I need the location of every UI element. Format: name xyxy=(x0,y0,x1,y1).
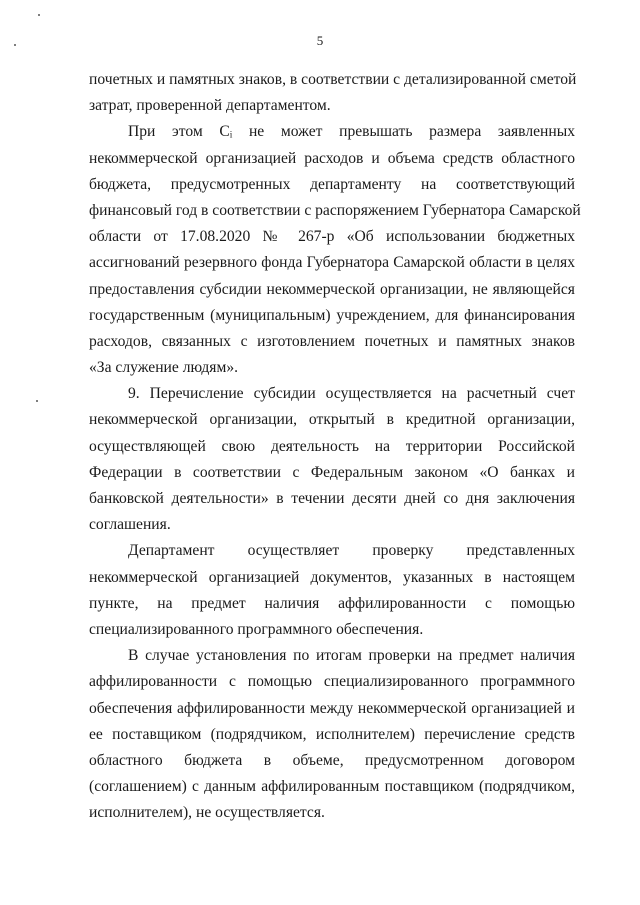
text-line: исполнителем), не осуществляется. xyxy=(89,804,325,822)
text-line: почетных и памятных знаков, в соответствии с детализированной сметой xyxy=(89,71,577,88)
text-line: «За служение людям». xyxy=(89,359,239,377)
text-line: некоммерческой организации, открытый в кредитной организации, xyxy=(89,411,575,429)
text-line: пункте, на предмет наличия аффилированности с помощью xyxy=(89,594,575,612)
text-line: аффилированности с помощью специализированного программного xyxy=(89,673,575,691)
text-line: бюджета, предусмотренных департаменту на соответствующий xyxy=(89,175,575,193)
text-line: В случае установления по итогам проверки на предмет наличия xyxy=(128,647,575,665)
paragraph xyxy=(89,381,575,538)
text-line: специализированного программного обеспечения. xyxy=(89,620,424,638)
text-line: (соглашением) с данным аффилированным поставщиком (подрядчиком, xyxy=(89,778,575,796)
paragraph xyxy=(89,538,575,643)
text-line: обеспечения аффилированности между некоммерческой организацией и xyxy=(89,699,575,717)
text-line: предоставления субсидии некоммерческой организации, не являющейся xyxy=(89,280,575,298)
text-line: областного бюджета в объеме, предусмотренном договором xyxy=(89,751,575,769)
text-line: 9. Перечисление субсидии осуществляется на расчетный счет xyxy=(128,385,575,403)
text-line: Департамент осуществляет проверку представленных xyxy=(128,542,575,560)
text-line: соглашения. xyxy=(89,516,171,534)
text-line: финансовый год в соответствии с распоряжением Губернатора Самарской xyxy=(89,201,581,219)
text-line: затрат, проверенной департаментом. xyxy=(89,97,331,115)
scan-speck xyxy=(36,400,38,402)
text-line: расходов, связанных с изготовлением почетных и памятных знаков xyxy=(89,332,575,350)
paragraph xyxy=(89,67,575,119)
paragraph xyxy=(89,643,575,826)
text-line: государственным (муниципальным) учреждением, для финансирования xyxy=(89,306,575,324)
text-line: некоммерческой организацией расходов и объема средств областного xyxy=(89,149,575,167)
paragraph xyxy=(89,119,581,381)
text-line: некоммерческой организацией документов, указанных в настоящем xyxy=(89,568,575,586)
text-line: банковской деятельности» в течении десяти дней со дня заключения xyxy=(89,490,575,507)
text-line: Федерации в соответствии с Федеральным законом «О банках и xyxy=(89,463,575,481)
page-number: 5 xyxy=(316,33,324,48)
text-line: При этом Cᵢ не может превышать размера заявленных xyxy=(128,123,575,141)
text-line: области от 17.08.2020 № 267-р «Об использовании бюджетных xyxy=(89,228,575,246)
text-line: ассигнований резервного фонда Губернатора Самарской области в целях xyxy=(89,254,575,272)
text-line: ее поставщиком (подрядчиком, исполнителем) перечисление средств xyxy=(89,725,575,743)
scan-speck xyxy=(38,14,40,16)
document-body xyxy=(89,67,581,826)
text-line: осуществляющей свою деятельность на территории Российской xyxy=(89,437,575,455)
